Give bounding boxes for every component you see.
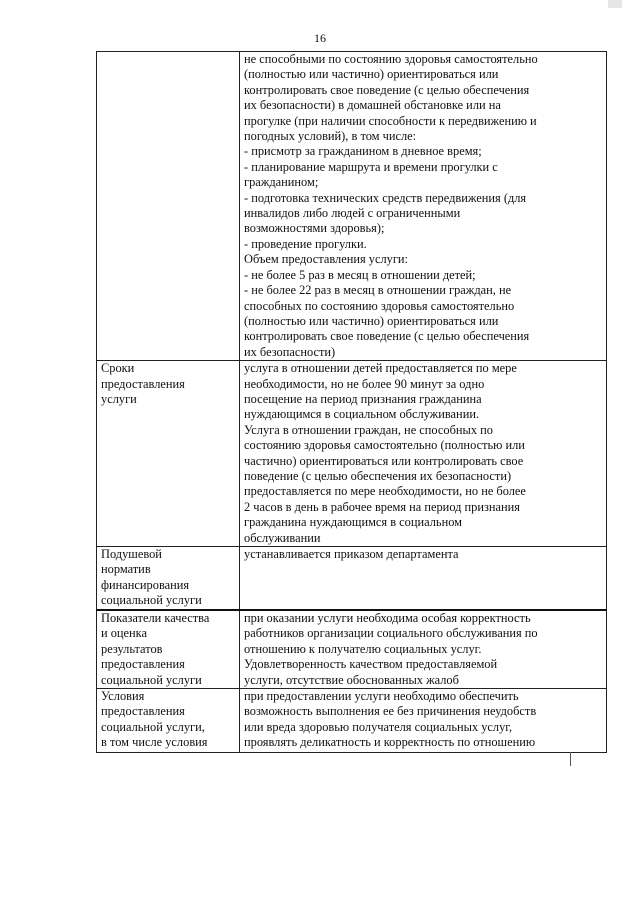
row-label-line: Условия — [101, 689, 145, 704]
margin-mark — [570, 752, 571, 766]
row-content-line: Удовлетворенность качеством предоставляемой — [244, 657, 498, 672]
row-content-line: возможностями здоровья); — [244, 221, 385, 236]
row-content-cell — [240, 689, 607, 753]
row-label-line: предоставления — [101, 657, 185, 672]
table-row — [97, 361, 607, 547]
row-label-cell — [97, 361, 240, 547]
row-content-line: - проведение прогулки. — [244, 236, 367, 251]
row-content-line: - планирование маршрута и времени прогулки с — [244, 159, 498, 174]
row-label-line: предоставления — [101, 704, 185, 719]
row-label-cell — [97, 610, 240, 689]
scan-corner-mark — [608, 0, 622, 8]
row-content-line: их безопасности) — [244, 344, 336, 359]
row-label-line: норматив — [101, 562, 151, 577]
row-label-cell — [97, 689, 240, 753]
row-content-line: контролировать свое поведение (с целью обеспечения — [244, 82, 530, 97]
row-content-cell — [240, 610, 607, 689]
row-content-cell — [240, 52, 607, 361]
row-label-line: Подушевой — [101, 547, 162, 561]
row-content-line: не способными по состоянию здоровья самостоятельно — [244, 52, 538, 66]
row-label-line: социальной услуги, — [101, 719, 205, 734]
row-content-line: - присмотр за гражданином в дневное время; — [244, 144, 482, 159]
row-content-line: при оказании услуги необходима особая корректность — [244, 611, 531, 625]
row-label-line: Сроки — [101, 361, 135, 376]
row-content-line: (полностью или частично) ориентироваться или — [244, 67, 499, 82]
row-content-line: прогулке (при наличии способности к передвижению и — [244, 113, 537, 128]
table-row — [97, 610, 607, 689]
row-content-line: возможность выполнения ее без причинения неудобств — [244, 704, 537, 719]
row-content-line: - не более 22 раз в месяц в отношении граждан, не — [244, 283, 512, 298]
row-content-line: проявлять деликатность и корректность по отношению — [244, 735, 536, 750]
row-content-line: гражданина нуждающимся в социальном — [244, 515, 463, 530]
row-content-line: гражданином; — [244, 175, 319, 190]
row-content-line: предоставляется по мере необходимости, но не более — [244, 484, 526, 499]
row-label-line: в том числе условия — [101, 735, 208, 750]
row-content-line: обслуживании — [244, 530, 321, 545]
row-label-line: социальной услуги — [101, 672, 202, 687]
row-content-cell — [240, 361, 607, 547]
row-content-line: их безопасности) в домашней обстановке или на — [244, 98, 501, 113]
row-label-line: социальной услуги — [101, 593, 202, 608]
row-content-line: состоянию здоровья самостоятельно (полностью или — [244, 438, 525, 453]
row-content-line: частично) ориентироваться или контролировать свое — [244, 453, 524, 468]
row-label-cell — [97, 52, 240, 361]
row-content-line: инвалидов либо людей с ограниченными — [244, 206, 461, 221]
row-content-line: необходимости, но не более 90 минут за одно — [244, 376, 485, 391]
row-content-line: способных по состоянию здоровья самостоятельно — [244, 298, 515, 313]
row-content-line: услуги, отсутствие обоснованных жалоб — [244, 672, 459, 687]
row-content-line: работников организации социального обслуживания по — [244, 626, 538, 641]
row-label-line: и оценка — [101, 626, 148, 641]
row-content-line: (полностью или частично) ориентироваться или — [244, 313, 499, 328]
row-content-line: - не более 5 раз в месяц в отношении детей; — [244, 267, 476, 282]
row-content-line: услуга в отношении детей предоставляется по мере — [244, 361, 517, 376]
row-label-cell — [97, 547, 240, 611]
row-label-line: результатов — [101, 641, 163, 656]
page-number: 16 — [314, 31, 326, 45]
row-content-line: контролировать свое поведение (с целью обеспечения — [244, 329, 530, 344]
row-content-line: отношению к получателю социальных услуг. — [244, 641, 482, 656]
row-content-line: Объем предоставления услуги: — [244, 252, 408, 267]
table-row — [97, 689, 607, 753]
row-label-line: финансирования — [101, 577, 190, 592]
row-content-cell — [240, 547, 607, 611]
row-content-line: - подготовка технических средств передвижения (для — [244, 190, 527, 205]
table-row — [97, 547, 607, 611]
table-row — [97, 52, 607, 361]
row-content-line: устанавливается приказом департамента — [244, 547, 459, 561]
row-label-line: предоставления — [101, 376, 185, 391]
row-content-line: погодных условий), в том числе: — [244, 129, 417, 144]
row-content-line: или вреда здоровью получателя социальных услуг, — [244, 719, 513, 734]
row-content-line: нуждающимся в социальном обслуживании. — [244, 407, 480, 422]
row-label-line: Показатели качества — [101, 611, 210, 625]
row-content-line: поведение (с целью обеспечения их безопасности) — [244, 468, 512, 483]
row-content-line: при предоставлении услуги необходимо обеспечить — [244, 689, 519, 704]
row-label-line: услуги — [101, 391, 137, 406]
row-content-line: 2 часов в день в рабочее время на период признания — [244, 499, 520, 514]
row-content-line: Услуга в отношении граждан, не способных по — [244, 422, 493, 437]
row-content-line: посещение на период признания гражданина — [244, 391, 482, 406]
service-description-table — [96, 51, 607, 753]
